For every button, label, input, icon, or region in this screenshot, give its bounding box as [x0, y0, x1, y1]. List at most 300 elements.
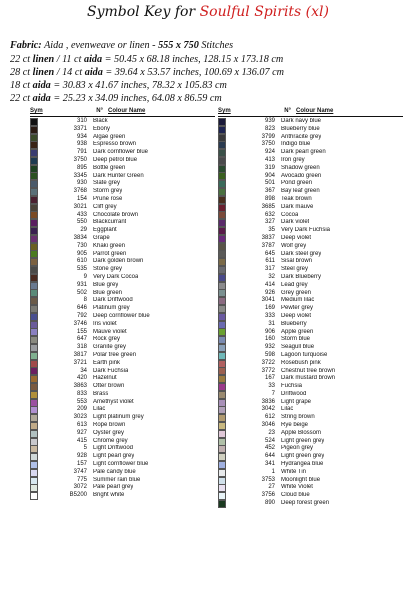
thread-number: 452 [264, 445, 275, 452]
table-row [30, 219, 215, 227]
colour-name: Light platinum grey [93, 414, 144, 421]
symbol-swatch [30, 204, 38, 212]
colour-name: Grey green [281, 289, 312, 296]
table-row [30, 368, 215, 376]
table-row [218, 165, 403, 173]
symbol-swatch [218, 134, 226, 142]
colour-name: Pewter grey [281, 305, 314, 312]
table-row [218, 414, 403, 422]
thread-number: 646 [76, 305, 87, 312]
size-count: 22 ct [10, 54, 33, 65]
symbol-swatch [218, 250, 226, 258]
thread-number: 598 [264, 351, 275, 358]
table-row [30, 180, 215, 188]
thread-number: 934 [76, 133, 87, 140]
table-row [30, 227, 215, 235]
table-row [218, 336, 403, 344]
symbol-swatch [218, 375, 226, 383]
table-row [218, 360, 403, 368]
table-row [30, 336, 215, 344]
thread-number: 524 [264, 437, 275, 444]
thread-number: 367 [264, 188, 275, 195]
table-row [218, 500, 403, 508]
table-row [218, 118, 403, 126]
table-row [30, 290, 215, 298]
colour-name: Blackcurrant [93, 219, 127, 226]
fabric-label: Fabric: [10, 40, 42, 51]
table-row [218, 173, 403, 181]
table-row [30, 352, 215, 360]
table-row [30, 196, 215, 204]
colour-name: Cloud blue [281, 492, 310, 499]
thread-number: 3836 [261, 398, 275, 405]
thread-number: 932 [264, 344, 275, 351]
symbol-swatch [218, 313, 226, 321]
thread-number: 415 [76, 437, 87, 444]
thread-number: 31 [268, 320, 275, 327]
colour-name: Light green grey [281, 453, 325, 460]
symbol-swatch [218, 305, 226, 313]
size-dims: = 39.64 x 53.57 inches, 100.69 x 136.07 cm [102, 67, 285, 78]
symbol-swatch [30, 367, 38, 375]
colour-name: Hazelnut [93, 375, 117, 382]
table-row [218, 251, 403, 259]
table-row [218, 188, 403, 196]
table-row [30, 251, 215, 259]
colour-name: Rosebush pink [281, 359, 321, 366]
table-row [218, 212, 403, 220]
thread-number: 32 [268, 273, 275, 280]
symbol-swatch [30, 360, 38, 368]
colour-name: Deep violet [281, 312, 312, 319]
colour-name: Platinum grey [93, 305, 130, 312]
table-row [30, 258, 215, 266]
thread-number: 906 [264, 328, 275, 335]
thread-number: 502 [76, 289, 87, 296]
thread-number: 904 [264, 172, 275, 179]
table-row [30, 173, 215, 181]
thread-number: 3721 [73, 359, 87, 366]
symbol-swatch [30, 328, 38, 336]
size-line-2 [10, 67, 284, 78]
thread-number: 8 [83, 297, 87, 304]
thread-number: 931 [76, 281, 87, 288]
size-line-3 [10, 80, 227, 91]
thread-number: 924 [264, 149, 275, 156]
size-count: 22 ct [10, 93, 33, 104]
table-row [30, 469, 215, 477]
symbol-swatch [30, 188, 38, 196]
table-row [218, 219, 403, 227]
thread-number: 3756 [261, 492, 275, 499]
colour-name: Otter brown [93, 383, 125, 390]
colour-name: Espresso brown [93, 141, 137, 148]
colour-name: Seagull blue [281, 344, 315, 351]
size-count: 28 ct [10, 67, 33, 78]
table-row [30, 360, 215, 368]
table-row [218, 141, 403, 149]
colour-name: Storm grey [93, 188, 123, 195]
symbol-swatch [218, 484, 226, 492]
thread-number: 792 [76, 312, 87, 319]
colour-name: Deep cornflower blue [93, 312, 150, 319]
symbol-swatch [218, 321, 226, 329]
table-row [218, 430, 403, 438]
colour-name: Dark Blueberry [281, 273, 322, 280]
symbol-swatch [218, 422, 226, 430]
colour-name: Steel grey [281, 266, 309, 273]
table-row [30, 414, 215, 422]
symbol-swatch [30, 422, 38, 430]
colour-name: Blue grey [93, 281, 119, 288]
colour-name: Chestnut tree brown [281, 367, 336, 374]
table-row [30, 141, 215, 149]
thread-number: 3747 [73, 468, 87, 475]
thread-number: 209 [76, 406, 87, 413]
thread-number: 3750 [73, 156, 87, 163]
symbol-swatch [218, 227, 226, 235]
symbol-swatch [30, 321, 38, 329]
table-row [30, 297, 215, 305]
symbol-swatch [218, 360, 226, 368]
table-row [30, 461, 215, 469]
symbol-swatch [218, 274, 226, 282]
size-fabric: aida [32, 80, 51, 91]
symbol-swatch [30, 165, 38, 173]
table-row [218, 126, 403, 134]
symbol-swatch [218, 477, 226, 485]
colour-name: Eggplant [93, 227, 117, 234]
thread-number: 169 [264, 305, 275, 312]
table-row [218, 297, 403, 305]
size-fabric2: aida [83, 54, 103, 65]
table-row [30, 134, 215, 142]
table-row [30, 375, 215, 383]
size-count: 18 ct [10, 80, 33, 91]
table-row [218, 149, 403, 157]
symbol-swatch [218, 344, 226, 352]
colour-name: Black [93, 118, 108, 124]
symbol-swatch [218, 336, 226, 344]
table-row [218, 469, 403, 477]
colour-name: Indigo blue [281, 141, 311, 148]
symbol-swatch [218, 204, 226, 212]
colour-name: Mauve violet [93, 328, 127, 335]
colour-name: Chocolate brown [93, 211, 139, 218]
thread-number: 27 [268, 484, 275, 491]
symbol-swatch [30, 157, 38, 165]
thread-number: 3345 [73, 172, 87, 179]
thread-number: 35 [268, 227, 275, 234]
thread-number: 33 [268, 383, 275, 390]
colour-name: Apple green [281, 328, 314, 335]
table-row [218, 352, 403, 360]
thread-number: 938 [76, 141, 87, 148]
thread-number: 29 [80, 227, 87, 234]
colour-name: Dark Driftwood [93, 297, 133, 304]
colour-name: White Violet [281, 484, 313, 491]
symbol-swatch [30, 352, 38, 360]
colour-name: Deep forest green [281, 500, 330, 507]
symbol-swatch [30, 477, 38, 485]
symbol-swatch [30, 180, 38, 188]
table-row [218, 266, 403, 274]
colour-name: Blueberry [281, 320, 307, 327]
symbol-swatch [30, 484, 38, 492]
table-row [30, 344, 215, 352]
thread-number: 319 [264, 164, 275, 171]
symbol-swatch [30, 266, 38, 274]
fabric-line [10, 40, 233, 51]
table-row [30, 329, 215, 337]
symbol-swatch [218, 188, 226, 196]
table-row [218, 445, 403, 453]
size-dims: = 30.83 x 41.67 inches, 78.32 x 105.83 cm [50, 80, 227, 91]
symbol-swatch [30, 289, 38, 297]
colour-name: Blueberry blue [281, 125, 320, 132]
colour-name: Rock grey [93, 336, 121, 343]
symbol-swatch [218, 430, 226, 438]
symbol-swatch [30, 243, 38, 251]
colour-name: Moonlight blue [281, 476, 321, 483]
symbol-swatch [30, 313, 38, 321]
symbol-swatch [218, 352, 226, 360]
thread-number: 34 [80, 367, 87, 374]
title-prefix: Symbol Key for [87, 4, 196, 20]
symbol-swatch [218, 141, 226, 149]
size-fabric: linen [32, 67, 55, 78]
colour-name: Amethyst violet [93, 398, 134, 405]
colour-name: Cocoa [281, 211, 299, 218]
thread-number: 3072 [73, 484, 87, 491]
thread-number: 157 [76, 461, 87, 468]
symbol-swatch [30, 172, 38, 180]
header-num: N° [284, 108, 291, 114]
table-row [218, 375, 403, 383]
symbol-swatch [218, 438, 226, 446]
colour-name: Earth pink [93, 359, 121, 366]
colour-name: Teak brown [281, 195, 312, 202]
table-row [218, 321, 403, 329]
table-row [218, 258, 403, 266]
colour-name: Algae green [93, 133, 126, 140]
thread-number: 5 [83, 445, 87, 452]
thread-number: 535 [76, 266, 87, 273]
symbol-swatch [218, 165, 226, 173]
thread-number: 3042 [261, 406, 275, 413]
thread-number: 160 [264, 336, 275, 343]
page-title [0, 4, 416, 20]
colour-name: Wolf grey [281, 242, 307, 249]
thread-number: 928 [76, 453, 87, 460]
colour-name: Iron grey [281, 156, 305, 163]
table-row [30, 422, 215, 430]
thread-number: 414 [264, 281, 275, 288]
table-row [218, 180, 403, 188]
thread-number: 341 [264, 461, 275, 468]
symbol-swatch [218, 445, 226, 453]
table-row [30, 157, 215, 165]
table-row [218, 477, 403, 485]
table-row [218, 399, 403, 407]
table-row [30, 274, 215, 282]
thread-number: 612 [264, 414, 275, 421]
header-sym: Sym [218, 108, 231, 114]
colour-name: Slate grey [93, 180, 121, 187]
symbol-swatch [218, 149, 226, 157]
colour-name: Blue green [93, 289, 123, 296]
table-row [218, 274, 403, 282]
colour-name: Storm blue [281, 336, 311, 343]
table-row [30, 445, 215, 453]
symbol-swatch [30, 461, 38, 469]
thread-number: 3837 [261, 234, 275, 241]
symbol-swatch [218, 157, 226, 165]
colour-name: Dark pearl green [281, 149, 326, 156]
table-row [30, 430, 215, 438]
symbol-swatch [218, 406, 226, 414]
symbol-swatch [30, 399, 38, 407]
thread-number: 927 [76, 429, 87, 436]
colour-name: Sisal brown [281, 258, 313, 265]
header-name: Colour Name [108, 108, 146, 114]
thread-number: 318 [76, 344, 87, 351]
rows-right [218, 118, 403, 508]
thread-number: 823 [264, 125, 275, 132]
thread-number: 905 [76, 250, 87, 257]
colour-name: Pale candy blue [93, 468, 136, 475]
symbol-swatch [218, 492, 226, 500]
colour-name: Parrot green [93, 250, 127, 257]
table-row [218, 313, 403, 321]
colour-name: Ebony [93, 125, 111, 132]
symbol-swatch [218, 367, 226, 375]
thread-number: 310 [76, 118, 87, 124]
thread-number: 632 [264, 211, 275, 218]
size-fabric2: aida [84, 67, 103, 78]
symbol-swatch [30, 250, 38, 258]
table-row [218, 383, 403, 391]
thread-number: 550 [76, 219, 87, 226]
colour-name: Iris violet [93, 320, 117, 327]
size-fabric: linen [32, 54, 55, 65]
colour-name: Dark golden brown [93, 258, 144, 265]
colour-name: Lilac [281, 406, 294, 413]
symbol-swatch [30, 305, 38, 313]
symbol-swatch [30, 211, 38, 219]
thread-number: 154 [76, 195, 87, 202]
colour-name: Lead grey [281, 281, 308, 288]
symbol-swatch [218, 211, 226, 219]
colour-name: Polar tree green [93, 351, 137, 358]
symbol-swatch [218, 399, 226, 407]
size-line-1 [10, 54, 283, 65]
colour-name: Light pearl grey [93, 453, 135, 460]
size-dims: = 25.23 x 34.09 inches, 64.08 x 86.59 cm [50, 93, 222, 104]
thread-number: 333 [264, 312, 275, 319]
thread-number: 3787 [261, 242, 275, 249]
thread-number: 644 [264, 453, 275, 460]
thread-number: 647 [76, 336, 87, 343]
thread-number: 645 [264, 250, 275, 257]
colour-name: Light Driftwood [93, 445, 134, 452]
thread-number: 553 [76, 398, 87, 405]
thread-number: 926 [264, 289, 275, 296]
symbol-swatch [30, 438, 38, 446]
colour-name: Hydrangea blue [281, 461, 324, 468]
colour-name: Summer rain blue [93, 476, 141, 483]
symbol-swatch [30, 118, 38, 126]
table-row [30, 313, 215, 321]
table-row [218, 344, 403, 352]
colour-name: Light grape [281, 398, 312, 405]
thread-number: 3371 [73, 125, 87, 132]
colour-name: Lagoon turquoise [281, 351, 328, 358]
symbol-swatch [218, 258, 226, 266]
table-row [30, 165, 215, 173]
thread-number: 610 [76, 258, 87, 265]
table-row [30, 188, 215, 196]
colour-name: Very Dark Fuchsia [281, 227, 331, 234]
colour-name: Pond green [281, 180, 313, 187]
colour-name: Lilac [93, 406, 106, 413]
symbol-swatch [218, 266, 226, 274]
colour-name: Bright white [93, 492, 125, 499]
table-row [218, 391, 403, 399]
symbol-swatch [30, 274, 38, 282]
symbol-table-left [30, 108, 215, 500]
colour-name: Shadow green [281, 164, 320, 171]
symbol-swatch [218, 282, 226, 290]
colour-name: Grape [93, 234, 110, 241]
symbol-swatch [30, 375, 38, 383]
table-row [30, 453, 215, 461]
thread-number: 3041 [261, 297, 275, 304]
symbol-swatch [218, 414, 226, 422]
symbol-swatch [30, 469, 38, 477]
symbol-swatch [218, 297, 226, 305]
table-row [30, 126, 215, 134]
table-row [30, 305, 215, 313]
table-row [218, 196, 403, 204]
colour-name: Light green grey [281, 437, 325, 444]
table-row [30, 235, 215, 243]
symbol-swatch [218, 383, 226, 391]
thread-number: 3772 [261, 367, 275, 374]
symbol-swatch [218, 469, 226, 477]
symbol-swatch [30, 149, 38, 157]
symbol-swatch [30, 134, 38, 142]
symbol-swatch [30, 383, 38, 391]
table-row [30, 321, 215, 329]
table-row [218, 492, 403, 500]
symbol-swatch [218, 219, 226, 227]
thread-number: 317 [264, 266, 275, 273]
colour-name: Driftwood [281, 390, 307, 397]
fabric-types: Aida , evenweave or linen - [41, 40, 159, 51]
colour-name: Fuchsia [281, 383, 303, 390]
header-num: N° [96, 108, 103, 114]
thread-number: 3863 [73, 383, 87, 390]
colour-name: Dark Fuchsia [93, 367, 129, 374]
table-row [30, 438, 215, 446]
thread-number: 23 [268, 429, 275, 436]
fabric-stitches: 555 x 750 [158, 40, 199, 51]
thread-number: 3722 [261, 359, 275, 366]
thread-number: 3021 [73, 203, 87, 210]
colour-name: Bottle green [93, 164, 126, 171]
colour-name: Dark cornflower blue [93, 149, 149, 156]
